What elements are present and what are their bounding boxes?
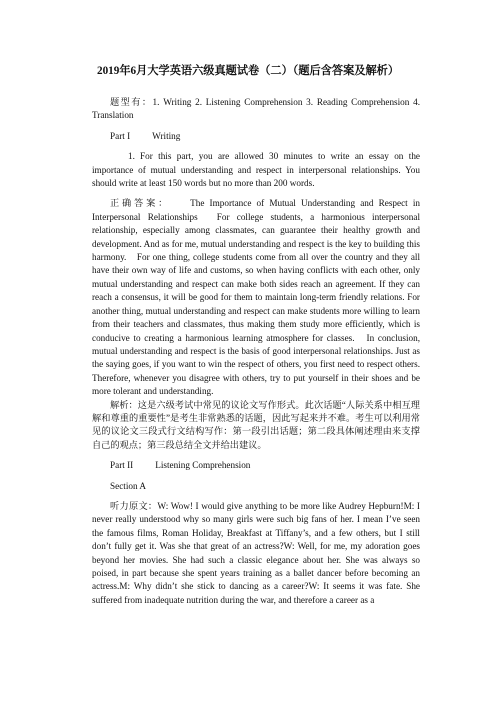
part2-heading — [92, 459, 420, 472]
part1-heading — [92, 130, 420, 143]
part2-label: Part II — [110, 460, 134, 471]
part2-name: Listening Comprehension — [155, 460, 251, 471]
answer-label: 正确答案： — [110, 198, 171, 209]
question1 — [92, 150, 420, 190]
document-title: 2019年6月大学英语六级真题试卷（二）（题后含答案及解析） — [96, 65, 400, 77]
document-body — [92, 96, 420, 614]
question1-number: 1. — [128, 151, 135, 162]
question1-text: For this part, you are allowed 30 minutes to write an essay on the importance of mutual understanding and respect in interpersonal relationships. You should write at least 150 words but no more than 200 words. — [92, 151, 420, 189]
answer-paragraph — [92, 197, 420, 398]
answer-text: The Importance of Mutual Understanding and Respect in Interpersonal Relationships For college students, a harmonious interpersonal relationship, especially among classmates, can guarantee their healthy growth and development. And as for me, mutual understanding and respect is the key to building this harmony. For one thing, college students come from all over the country and they all have their own way of life and customs, so when having conflicts with each other, only mutual understanding and respect can make both sides reach an agreement. If they can reach a consensus, it will be good for them to maintain long-term friendly relations. For another thing, mutual understanding and respect can make students more willing to learn from their teachers and classmates, thus making them study more efficiently, which is conducive to creating a harmonious learning atmosphere for classes. In conclusion, mutual understanding and respect is the basis of good interpersonal relationships. Just as the saying goes, if you want to win the respect of others, you first need to respect others. Therefore, whenever you disagree with others, try to put yourself in their shoes and be more tolerant and understanding. — [92, 198, 420, 397]
transcript-paragraph: 听力原文：W: Wow! I would give anything to be more like Audrey Hepburn!M: I never really understood why so many girls were such big fans of her. I mean I’ve seen the famous films, Roman Holiday, Breakfast at Tiffany’s, and a few others, but I still don’t fully get it. Was she that great of an actress?W: Well, for me, my adoration goes beyond her movies. She had such a classic elegance about her. She was always so poised, in part because she spent years training as a ballet dancer before becoming an actress.M: Why didn’t she stick to dancing as a career?W: It seems it was fate. She suffered from inadequate nutrition during the war, and therefore a career as a — [92, 500, 420, 605]
part1-name: Writing — [152, 130, 181, 141]
analysis-paragraph: 解析：这是六级考试中常见的议论文写作形式。此次话题“人际关系中相互理解和尊重的重要性”是考生非常熟悉的话题，因此写起来并不难。考生可以利用常见的议论文三段式行文结构写作：第一段引出话题；第二段具体阐述理由来支撑自己的观点；第三段总结全文并给出建议。 — [92, 399, 420, 450]
part1-label: Part I — [110, 130, 131, 141]
question-types: 题型有：1. Writing 2. Listening Comprehension 3. Reading Comprehension 4. Translation — [92, 97, 420, 121]
section-a-heading: Section A — [110, 480, 146, 491]
